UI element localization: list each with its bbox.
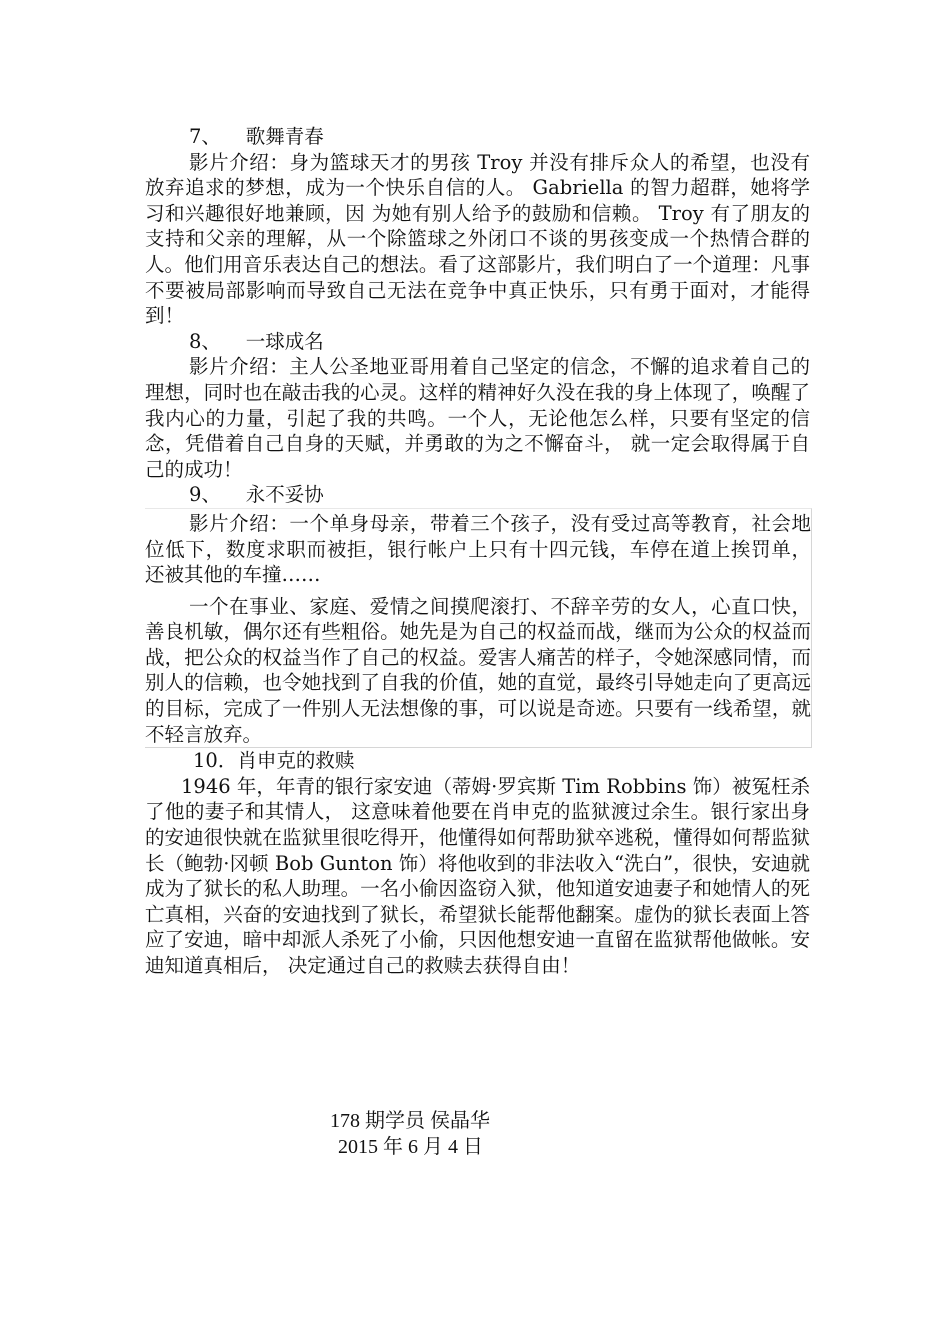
article-body: [145, 124, 810, 979]
section-paragraph: 影片介绍：身为篮球天才的男孩 Troy 并没有排斥众人的希望，也没有放弃追求的梦想，成为一个快乐自信的人。 Gabriella 的智力超群，她将学习和兴趣很好地兼顾，因 为她有别人给予的鼓励和信赖。 Troy 有了朋友的支持和父亲的理解，从一个除篮球之外闭口不谈的男孩变成一个热情合群的人。他们用音乐表达自己的想法。看了这部影片，我们明白了一个道理：凡事不要被局部影响而导致自己无法在竞争中真正快乐，只有勇于面对，才能得到！: [145, 150, 810, 328]
signature-author: 178 期学员 侯晶华: [330, 1110, 490, 1132]
section-paragraph: 影片介绍：主人公圣地亚哥用着自己坚定的信念，不懈的追求着自己的理想，同时也在敲击我的心灵。这样的精神好久没在我的身上体现了，唤醒了我内心的力量，引起了我的共鸣。一个人，无论他怎么样，只要有坚定的信念，凭借着自己自身的天赋，并勇敢的为之不懈奋斗， 就一定会取得属于自己的成功！: [145, 355, 810, 481]
section-paragraph: 一个在事业、家庭、爱情之间摸爬滚打、不辞辛劳的女人，心直口快，善良机敏，偶尔还有些粗俗。她先是为自己的权益而战，继而为公众的权益而战，把公众的权益当作了自己的权益。爱害人痛苦的样子，令她深感同情，而别人的信赖，也令她找到了自我的价值，她的直觉，最终引导她走向了更高远的目标，完成了一件别人无法想像的事，可以说是奇迹。只要有一线希望，就不轻言放弃。: [145, 594, 811, 746]
section-7: [145, 124, 810, 329]
section-10: [145, 748, 810, 978]
section-heading: 7、 歌舞青春: [189, 125, 324, 148]
section-paragraph: 1946 年，年青的银行家安迪（蒂姆·罗宾斯 Tim Robbins 饰）被冤枉杀了他的妻子和其情人， 这意味着他要在肖申克的监狱渡过余生。银行家出身的安迪很快就在监狱里很吃得开，他懂得如何帮助狱卒逃税，懂得如何帮监狱长（鲍勃·冈顿 Bob Gunton 饰）将他收到的非法收入“洗白”，很快，安迪就成为了狱长的私人助理。一名小偷因盗窃入狱，他知道安迪妻子和她情人的死亡真相，兴奋的安迪找到了狱长，希望狱长能帮他翻案。虚伪的狱长表面上答应了安迪，暗中却派人杀死了小偷，只因他想安迪一直留在监狱帮他做帐。安迪知道真相后， 决定通过自己的救赎去获得自由！: [145, 774, 810, 977]
signature-block: [330, 1108, 490, 1160]
section-9: [145, 482, 810, 748]
section-paragraph: 影片介绍：一个单身母亲，带着三个孩子，没有受过高等教育，社会地位低下，数度求职而被拒，银行帐户上只有十四元钱，车停在道上挨罚单， 还被其他的车撞……: [145, 511, 811, 587]
section-heading: 9、 永不妥协: [189, 483, 324, 507]
section-heading: 8、 一球成名: [189, 329, 324, 353]
section-heading: 10．肖申克的救赎: [193, 749, 355, 773]
signature-date: 2015 年 6 月 4 日: [338, 1136, 483, 1158]
text-frame: [145, 508, 812, 748]
section-8: [145, 329, 810, 483]
